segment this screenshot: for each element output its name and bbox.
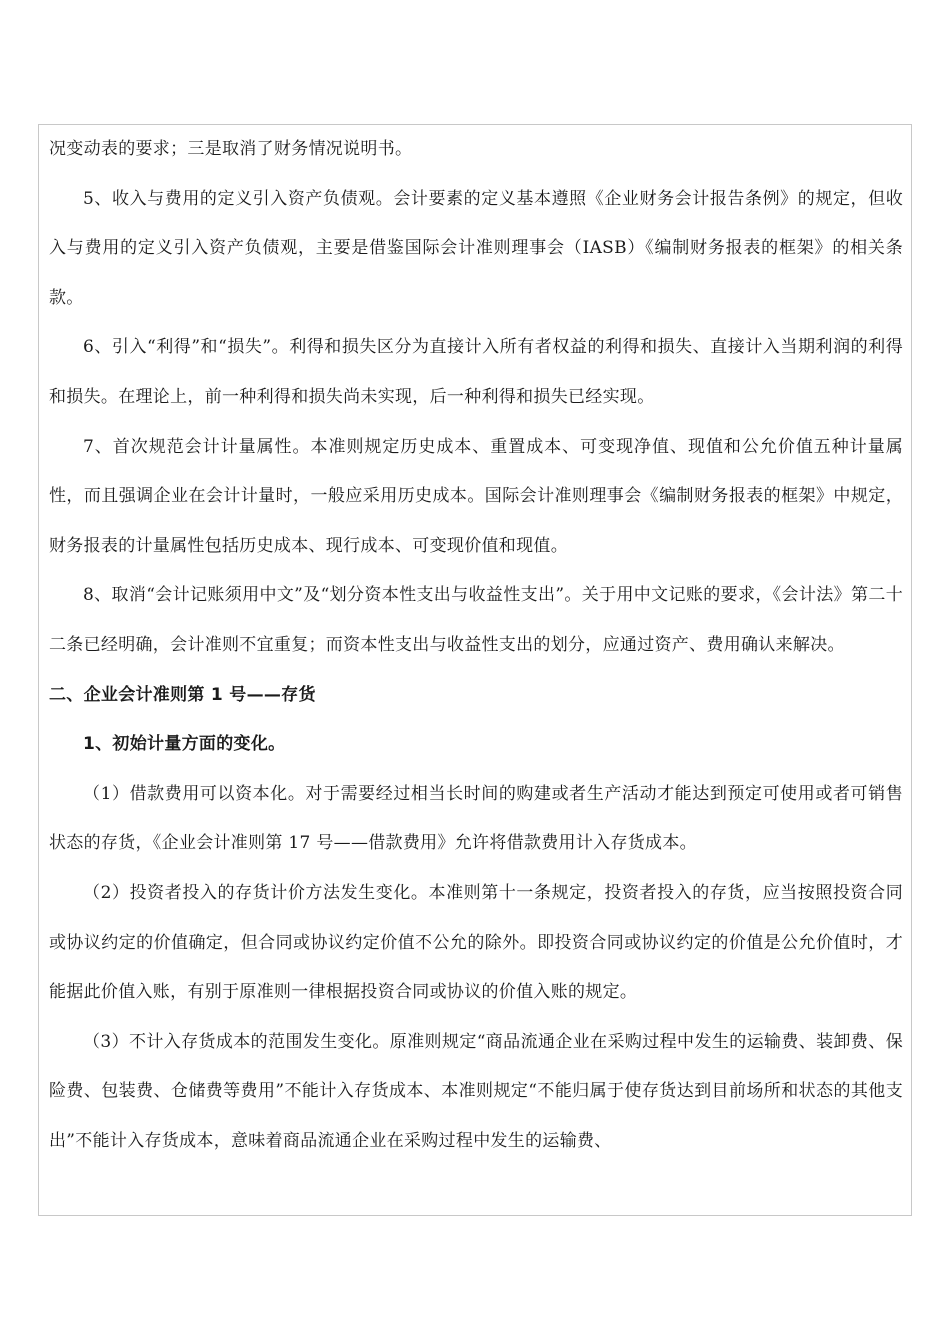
section-heading: 二、企业会计准则第 1 号——存货 bbox=[49, 684, 316, 705]
paragraph-point-3: （3）不计入存货成本的范围发生变化。原准则规定“商品流通企业在采购过程中发生的运输费、装卸费、保险费、包装费、仓储费等费用”不能计入存货成本、本准则规定“不能归属于使存货达到目前场所和状态的其他支出”不能计入存货成本，意味着商品流通企业在采购过程中发生的运输费、 bbox=[49, 1031, 903, 1151]
paragraph-point-1: （1）借款费用可以资本化。对于需要经过相当长时间的购建或者生产活动才能达到预定可使用或者可销售状态的存货，《企业会计准则第 17 号——借款费用》允许将借款费用计入存货成本。 bbox=[49, 783, 903, 854]
document-page bbox=[38, 124, 912, 1216]
paragraph-continuation: 况变动表的要求；三是取消了财务情况说明书。 bbox=[49, 139, 413, 159]
document-body bbox=[49, 125, 903, 1166]
paragraph-item-8: 8、取消“会计记账须用中文”及“划分资本性支出与收益性支出”。关于用中文记账的要求，《会计法》第二十二条已经明确，会计准则不宜重复；而资本性支出与收益性支出的划分，应通过资产、费用确认来解决。 bbox=[49, 585, 903, 655]
subsection-heading: 1、初始计量方面的变化。 bbox=[83, 734, 286, 755]
paragraph-item-7: 7、首次规范会计计量属性。本准则规定历史成本、重置成本、可变现净值、现值和公允价值五种计量属性，而且强调企业在会计计量时，一般应采用历史成本。国际会计准则理事会《编制财务报表的框架》中规定，财务报表的计量属性包括历史成本、现行成本、可变现价值和现值。 bbox=[49, 436, 903, 556]
paragraph-item-6: 6、引入“利得”和“损失”。利得和损失区分为直接计入所有者权益的利得和损失、直接计入当期利润的利得和损失。在理论上，前一种利得和损失尚未实现，后一种利得和损失已经实现。 bbox=[49, 337, 903, 407]
paragraph-item-5: 5、收入与费用的定义引入资产负债观。会计要素的定义基本遵照《企业财务会计报告条例》的规定，但收入与费用的定义引入资产负债观，主要是借鉴国际会计准则理事会（IASB）《编制财务报表的框架》的相关条款。 bbox=[49, 188, 903, 308]
paragraph-point-2: （2）投资者投入的存货计价方法发生变化。本准则第十一条规定，投资者投入的存货，应当按照投资合同或协议约定的价值确定，但合同或协议约定价值不公允的除外。即投资合同或协议约定的价值是公允价值时，才能据此价值入账，有别于原准则一律根据投资合同或协议的价值入账的规定。 bbox=[49, 882, 903, 1003]
